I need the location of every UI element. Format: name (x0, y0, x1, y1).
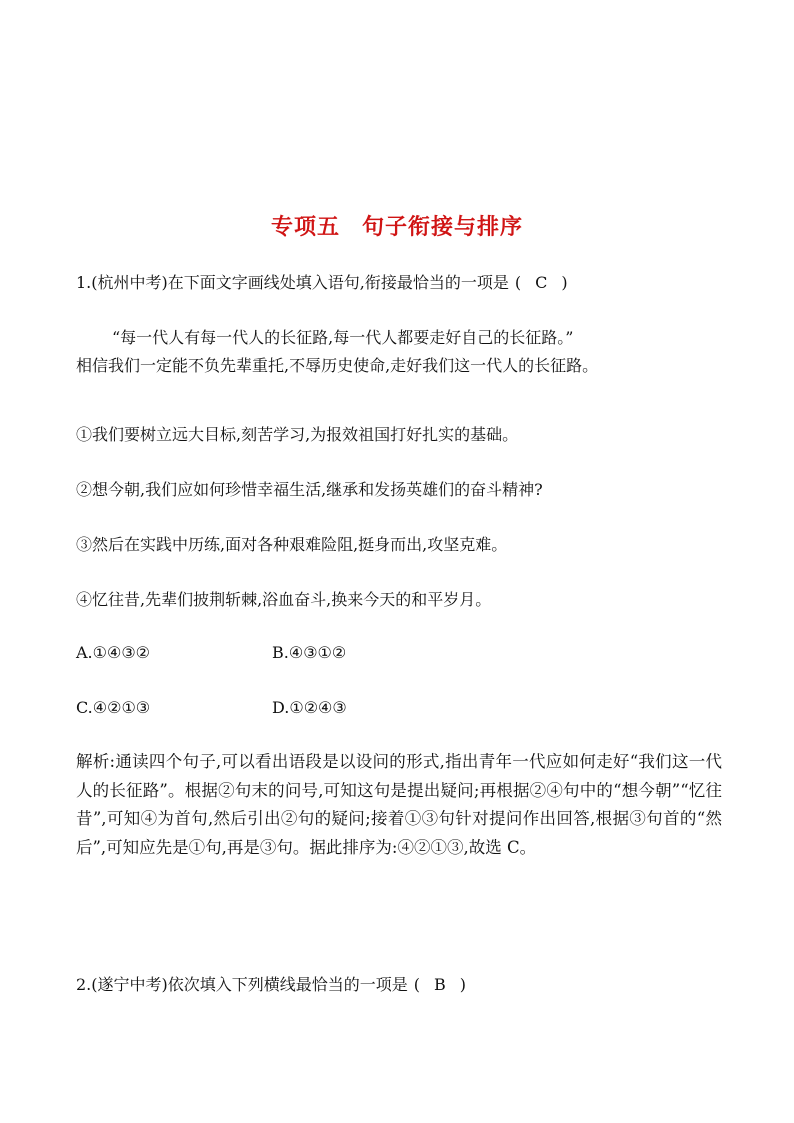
question-1-prefix: 1.(杭州中考)在下面文字画线处填入语句,衔接最恰当的一项是 (76, 273, 509, 292)
sentence-4: ④忆往昔,先辈们披荆斩棘,浴血奋斗,换来今天的和平岁月。 (76, 590, 492, 609)
question-1-answer-letter: C (535, 273, 548, 292)
passage-continuation: 相信我们一定能不负先辈重托,不辱历史使命,走好我们这一代人的长征路。 (76, 356, 599, 375)
passage-quote: “每一代人有每一代人的长征路,每一代人都要走好自己的长征路。” (112, 328, 574, 347)
option-c: C.④②①③ (76, 698, 151, 717)
question-2-answer-letter: B (434, 975, 446, 994)
question-1-analysis: 解析:通读四个句子,可以看出语段是以设问的形式,指出青年一代应如何走好“我们这一代人的长征路”。根据②句末的问号,可知这句是提出疑问;再根据②④句中的“想今朝”“忆往昔”,可知④为首句,然后引出②句的疑问;接着①③句针对提问作出回答,根据③句首的“然后”,可知应先是①句,再是③句。据此排序为:④②①③,故选 C。 (76, 752, 722, 857)
question-1-answer: ( C ) (514, 273, 568, 292)
question-2-prefix: 2.(遂宁中考)依次填入下列横线最恰当的一项是 (76, 975, 408, 994)
question-2-answer: ( B ) (413, 975, 467, 994)
title-section: 专项五 (270, 215, 340, 240)
sentence-1: ①我们要树立远大目标,刻苦学习,为报效祖国打好扎实的基础。 (76, 425, 519, 444)
option-d: D.①②④③ (272, 698, 347, 717)
option-a: A.①④③② (76, 643, 151, 662)
question-1-passage (76, 324, 724, 380)
page-title (0, 210, 794, 241)
question-2-stem (76, 974, 472, 996)
title-topic: 句子衔接与排序 (362, 215, 524, 240)
options-row-1 (76, 642, 468, 664)
options-row-2 (76, 697, 468, 719)
option-b: B.④③①② (272, 643, 347, 662)
sentence-3: ③然后在实践中历练,面对各种艰难险阻,挺身而出,攻坚克难。 (76, 535, 508, 554)
sentence-2: ②想今朝,我们应如何珍惜幸福生活,继承和发扬英雄们的奋斗精神? (76, 480, 543, 499)
question-1-stem (76, 272, 574, 294)
